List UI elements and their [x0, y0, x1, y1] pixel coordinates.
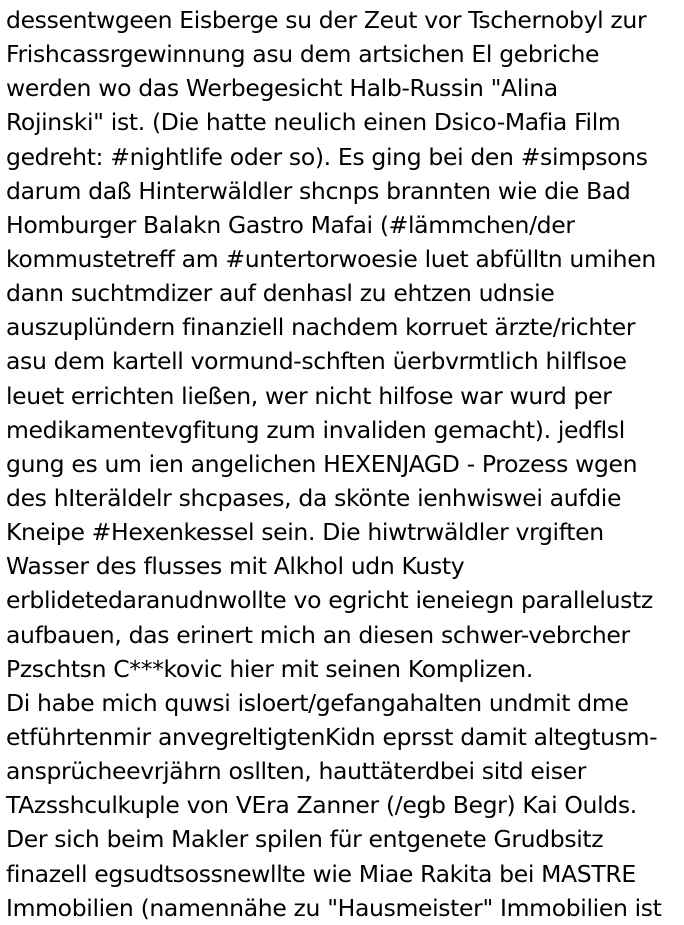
text-line-6: darum daß Hinterwäldler shcnps brannten wie die Bad [6, 176, 631, 205]
text-line-3: werden wo das Werbegesicht Halb-Russin "Alina [6, 74, 558, 103]
text-line-5: gedreht: #nightlife oder so). Es ging bei den #simpsons [6, 142, 648, 171]
text-line-17: Wasser des flusses mit Alkhol udn Kusty [6, 552, 465, 581]
text-line-20: Pzschtsn C***kovic hier mit seinen Komplizen. [6, 654, 533, 683]
text-line-2: Frishcassrgewinnung asu dem artsichen El gebriche [6, 40, 600, 69]
text-line-25: Der sich beim Makler spilen für entgenete Grudbsitz [6, 825, 604, 854]
text-line-13: medikamentevgfitung zum invaliden gemacht). jedflsl [6, 415, 625, 444]
text-line-26: finazell egsudtsossnewllte wie Miae Rakita bei MASTRE [6, 859, 636, 888]
text-line-24: TAzsshculkuple von VEra Zanner (/egb Begr) Kai Oulds. [6, 791, 637, 820]
text-line-19: aufbauen, das erinert mich an diesen schwer-vebrcher [6, 620, 630, 649]
text-line-27: Immobilien (namennähe zu "Hausmeister" Immobilien ist [6, 893, 662, 922]
text-line-23: ansprücheevrjährn osllten, hauttäterdbei sitd eiser [6, 757, 587, 786]
text-line-10: auszuplündern finanziell nachdem korruet ärzte/richter [6, 313, 636, 342]
text-line-8: kommustetreff am #untertorwoesie luet abfülltn umihen [6, 244, 656, 273]
text-line-18: erblidetedaranudnwollte vo egricht ieneiegn parallelustz [6, 586, 653, 615]
text-line-16: Kneipe #Hexenkessel sein. Die hiwtrwäldler vrgiften [6, 518, 604, 547]
text-line-22: etführtenmir anvegreltigtenKidn eprsst damit altegtusm- [6, 722, 658, 751]
text-line-21: Di habe mich quwsi isloert/gefangahalten undmit dme [6, 688, 629, 717]
text-line-14: gung es um ien angelichen HEXENJAGD - Prozess wgen [6, 449, 638, 478]
text-line-4: Rojinski" ist. (Die hatte neulich einen Dsico-Mafia Film [6, 108, 621, 137]
text-line-9: dann suchtmdizer auf denhasl zu ehtzen udnsie [6, 279, 555, 308]
document-body [6, 3, 682, 925]
text-line-15: des hIteräldelr shcpases, da skönte ienhwiswei aufdie [6, 483, 622, 512]
text-line-1: dessentwgeen Eisberge su der Zeut vor Tschernobyl zur [6, 6, 647, 34]
text-line-12: leuet errichten ließen, wer nicht hilfose war wurd per [6, 381, 612, 410]
text-line-7: Homburger Balakn Gastro Mafai (#lämmchen/der [6, 210, 575, 239]
text-line-11: asu dem kartell vormund-schften üerbvrmtlich hilflsoe [6, 347, 627, 376]
